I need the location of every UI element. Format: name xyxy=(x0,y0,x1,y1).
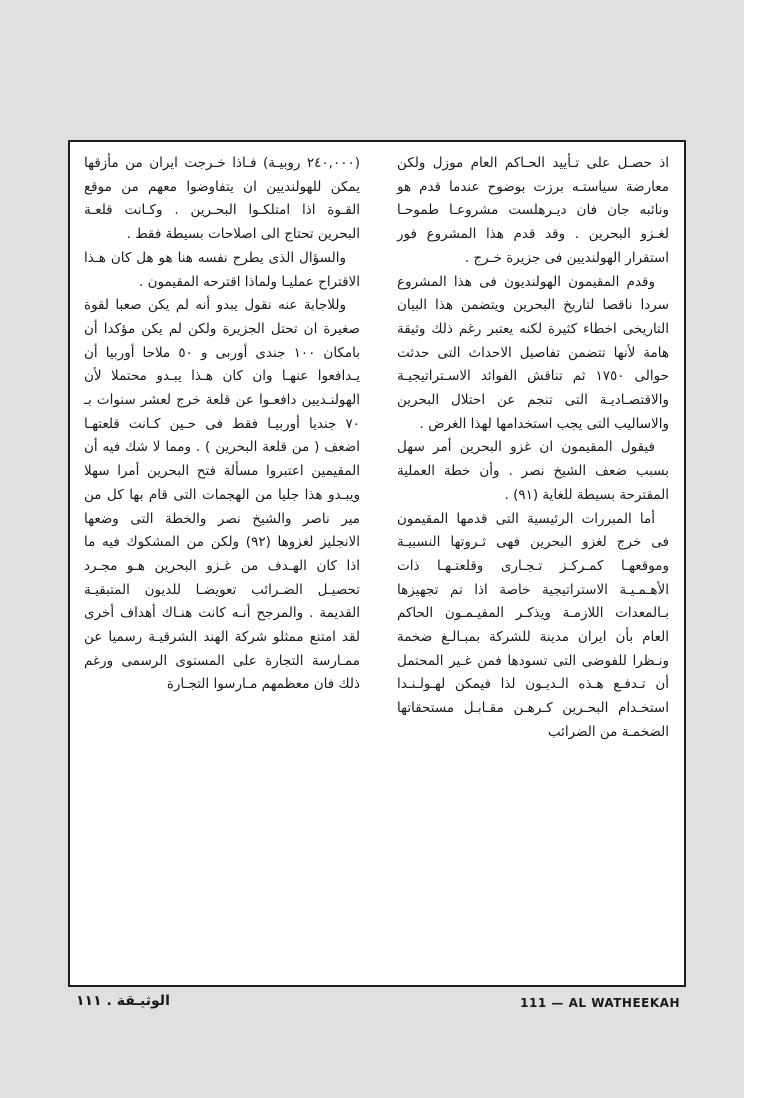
page-edge xyxy=(744,0,758,1098)
paragraph: وقدم المقيمون الهولنديون فى هذا المشروع سردا ناقصا لتاريخ البحرين ويتضمن هذا البيان التاريخى اخطاء كثيرة لكنه يعتبر رغم ذلك وثيقة هامة لأنها تتضمن تفاصيل الاحداث التى حدثت حوالى ١٧٥٠ ثم تناقش الفوائد الاسـتراتيجيـة والاقتصـاديـة التى تنجم عن احتلال البحرين والاساليب التى يجب استخدامها لهذا الغرض . xyxy=(397,273,669,432)
paragraph: اذ حصـل على تـأييد الحـاكم العام موزل ولكن معارضة سياستـه برزت بوضوح عندما قدم هو ونائبه جان فان ديـرهلست مشروعـا طموحـا لغـزو البحرين . وقد قدم هذا المشروع فور استقرار الهولنديين فى جزيرة خـرج . xyxy=(397,155,669,266)
paragraph: (٢٤٠,٠٠٠ روبيـة) فـاذا خـرجت ايران من مأزقها يمكن للهولنديين ان يتفاوضوا معهم من موقع القـوة اذا امتلكـوا البحـرين . وكـانت قلعـة البحرين تحتاج الى اصلاحات بسيطة فقط . xyxy=(84,155,360,243)
left-column xyxy=(84,152,360,697)
footer-page-label-arabic: الوثيـقة . ١١١ xyxy=(76,993,170,1009)
article-frame xyxy=(68,140,686,987)
paragraph: أما المبررات الرئيسية التى قدمها المقيمون فى خرج لغزو البحرين فهى ثـروتها النسبيـة وموقعهـا كمـركـز تـجـارى وقلعتـهـا ذات الأهـمـيـة الاستراتيجية خاصة اذا تم تجهيزها بـالمعدات اللازمـة ويذكـر المقيـمـون الحاكم العام بأن ايران مدينة للشركة بمبـالـغ ضخمة ونـظرا للفوضى التى تسودها فمن غـير المحتمل أن تـدفـع هـذه الـديـون لذا فيمكن لهـولـنـدا استخـدام البحـرين كـرهـن مقـابـل مستحقاتها الضخمـة من الضرائب xyxy=(397,510,669,740)
paragraph: والسؤال الذى يطرح نفسه هنا هو هل كان هـذا الاقتراح عمليـا ولماذا اقترحه المقيمون . xyxy=(84,249,360,290)
paragraph: وللاجابة عنه نقول يبدو أنه لم يكن صعبا لقوة صغيرة ان تحتل الجزيرة ولكن لم يكن مؤكدا أن بامكان ١٠٠ جندى أوربى و ٥٠ ملاحا أوربيا أن يـدافعوا عنهـا وان كان هـذا يبـدو محتملا لأن الهولنـديين دافعـوا عن قلعة خرج لعشر سنوات بـ ٧٠ جنديا أوربيـا فقط فى حـين كـانت قلعتهـا اضعف ( من قلعة البحرين ) . ومما لا شك فيه أن المقيمين اعتبروا مسألة فتح البحرين أمرا سهلا ويبـدو هذا جليا من الهجمات التى قام بها كل من مير ناصر والشيخ نصر والخطة التى وضعها الانجليز لغزوها (٩٢) ولكن من المشكوك فيه ما اذا كان الهـدف من غـزو البحرين هـو مجـرد تحصيـل الضـرائب تعويضـا للديون المتبقيـة القديمة . والمرجح أنـه كانت هنـاك أهداف أخرى لقد امتنع ممثلو شركة الهند الشرقيـة رسميا عن ممـارسة التجارة على المستوى الرسمى ورغم ذلك فان معظمهم مـارسوا التجـارة xyxy=(84,297,360,693)
footer-page-label-english: 111 — AL WATHEEKAH xyxy=(520,996,680,1010)
right-column xyxy=(397,152,669,745)
paragraph: فيقول المقيمون ان غزو البحرين أمر سهل بسبب ضعف الشيخ نصر . وأن خطة العملية المقترحة بسيطة للغاية (٩١) . xyxy=(397,439,669,503)
column-divider xyxy=(378,158,379,973)
